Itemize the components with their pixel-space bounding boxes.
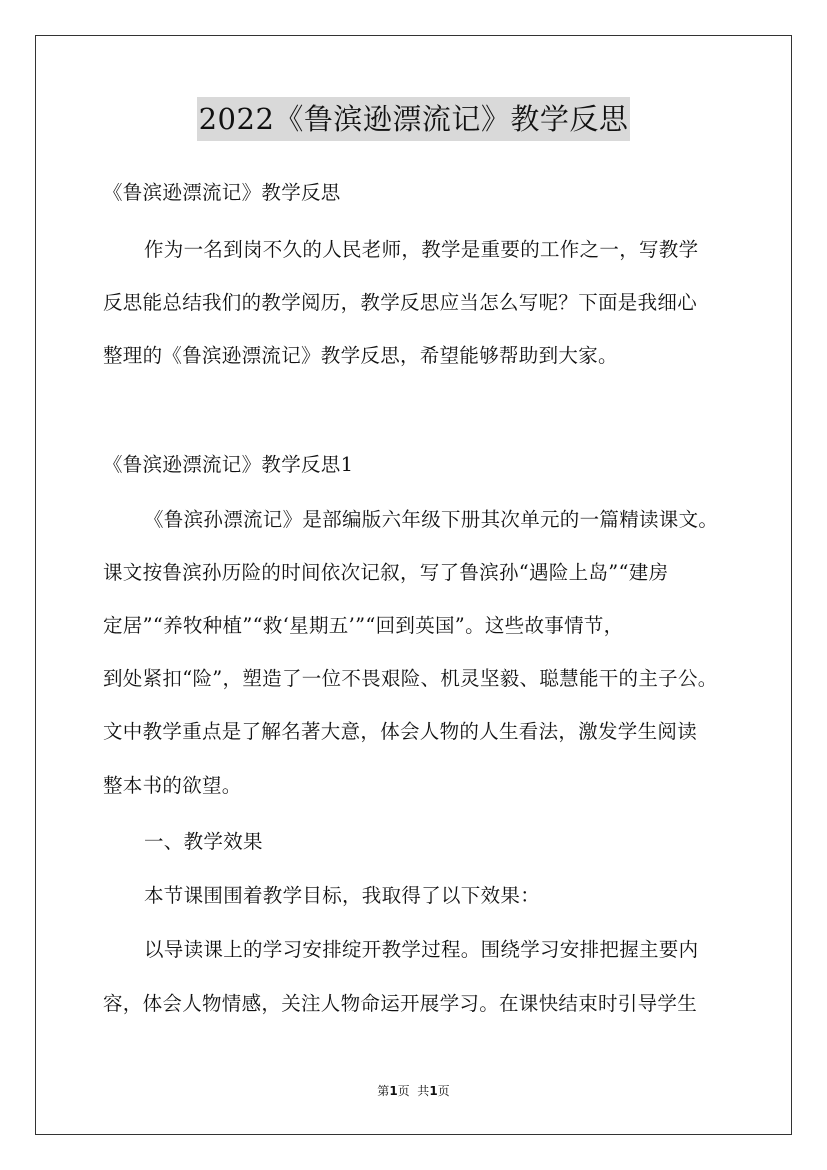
footer-page-prefix: 第 bbox=[377, 1084, 390, 1098]
section1-line-1: 《鲁滨孙漂流记》是部编版六年级下册其次单元的一篇精读课文。 bbox=[144, 508, 719, 531]
teaching-effect-heading: 一、教学效果 bbox=[144, 830, 263, 853]
page-footer bbox=[0, 1083, 827, 1099]
intro-line-2: 反思能总结我们的教学阅历，教学反思应当怎么写呢？下面是我细心 bbox=[103, 291, 698, 314]
section1-line-5: 文中教学重点是了解名著大意，体会人物的人生看法，激发学生阅读 bbox=[103, 720, 698, 743]
teaching-effect-line-2: 容，体会人物情感，关注人物命运开展学习。在课快结束时引导学生 bbox=[103, 992, 698, 1015]
section1-line-2: 课文按鲁滨孙历险的时间依次记叙，写了鲁滨孙“遇险上岛”“建房 bbox=[103, 561, 669, 584]
section1-line-3: 定居”“养牧种植”“救‘星期五’”“回到英国”。这些故事情节， bbox=[103, 614, 624, 637]
document-title: 2022《鲁滨逊漂流记》教学反思 bbox=[197, 97, 631, 141]
intro-line-3: 整理的《鲁滨逊漂流记》教学反思，希望能够帮助到大家。 bbox=[103, 344, 618, 367]
subtitle: 《鲁滨逊漂流记》教学反思 bbox=[103, 181, 341, 204]
section1-line-4: 到处紧扣“险”，塑造了一位不畏艰险、机灵坚毅、聪慧能干的主子公。 bbox=[103, 667, 718, 690]
section1-line-6: 整本书的欲望。 bbox=[103, 774, 242, 797]
teaching-effect-intro: 本节课围围着教学目标，我取得了以下效果： bbox=[144, 884, 541, 907]
footer-page-mid: 页 共 bbox=[397, 1084, 430, 1098]
intro-line-1: 作为一名到岗不久的人民老师，教学是重要的工作之一，写教学 bbox=[144, 238, 699, 261]
section1-heading: 《鲁滨逊漂流记》教学反思1 bbox=[103, 453, 354, 476]
footer-page-current: 1 bbox=[389, 1084, 398, 1098]
teaching-effect-line-1: 以导读课上的学习安排绽开教学过程。围绕学习安排把握主要内 bbox=[144, 938, 699, 961]
title-container bbox=[0, 97, 827, 141]
footer-page-suffix: 页 bbox=[437, 1084, 450, 1098]
footer-page-total: 1 bbox=[429, 1084, 438, 1098]
